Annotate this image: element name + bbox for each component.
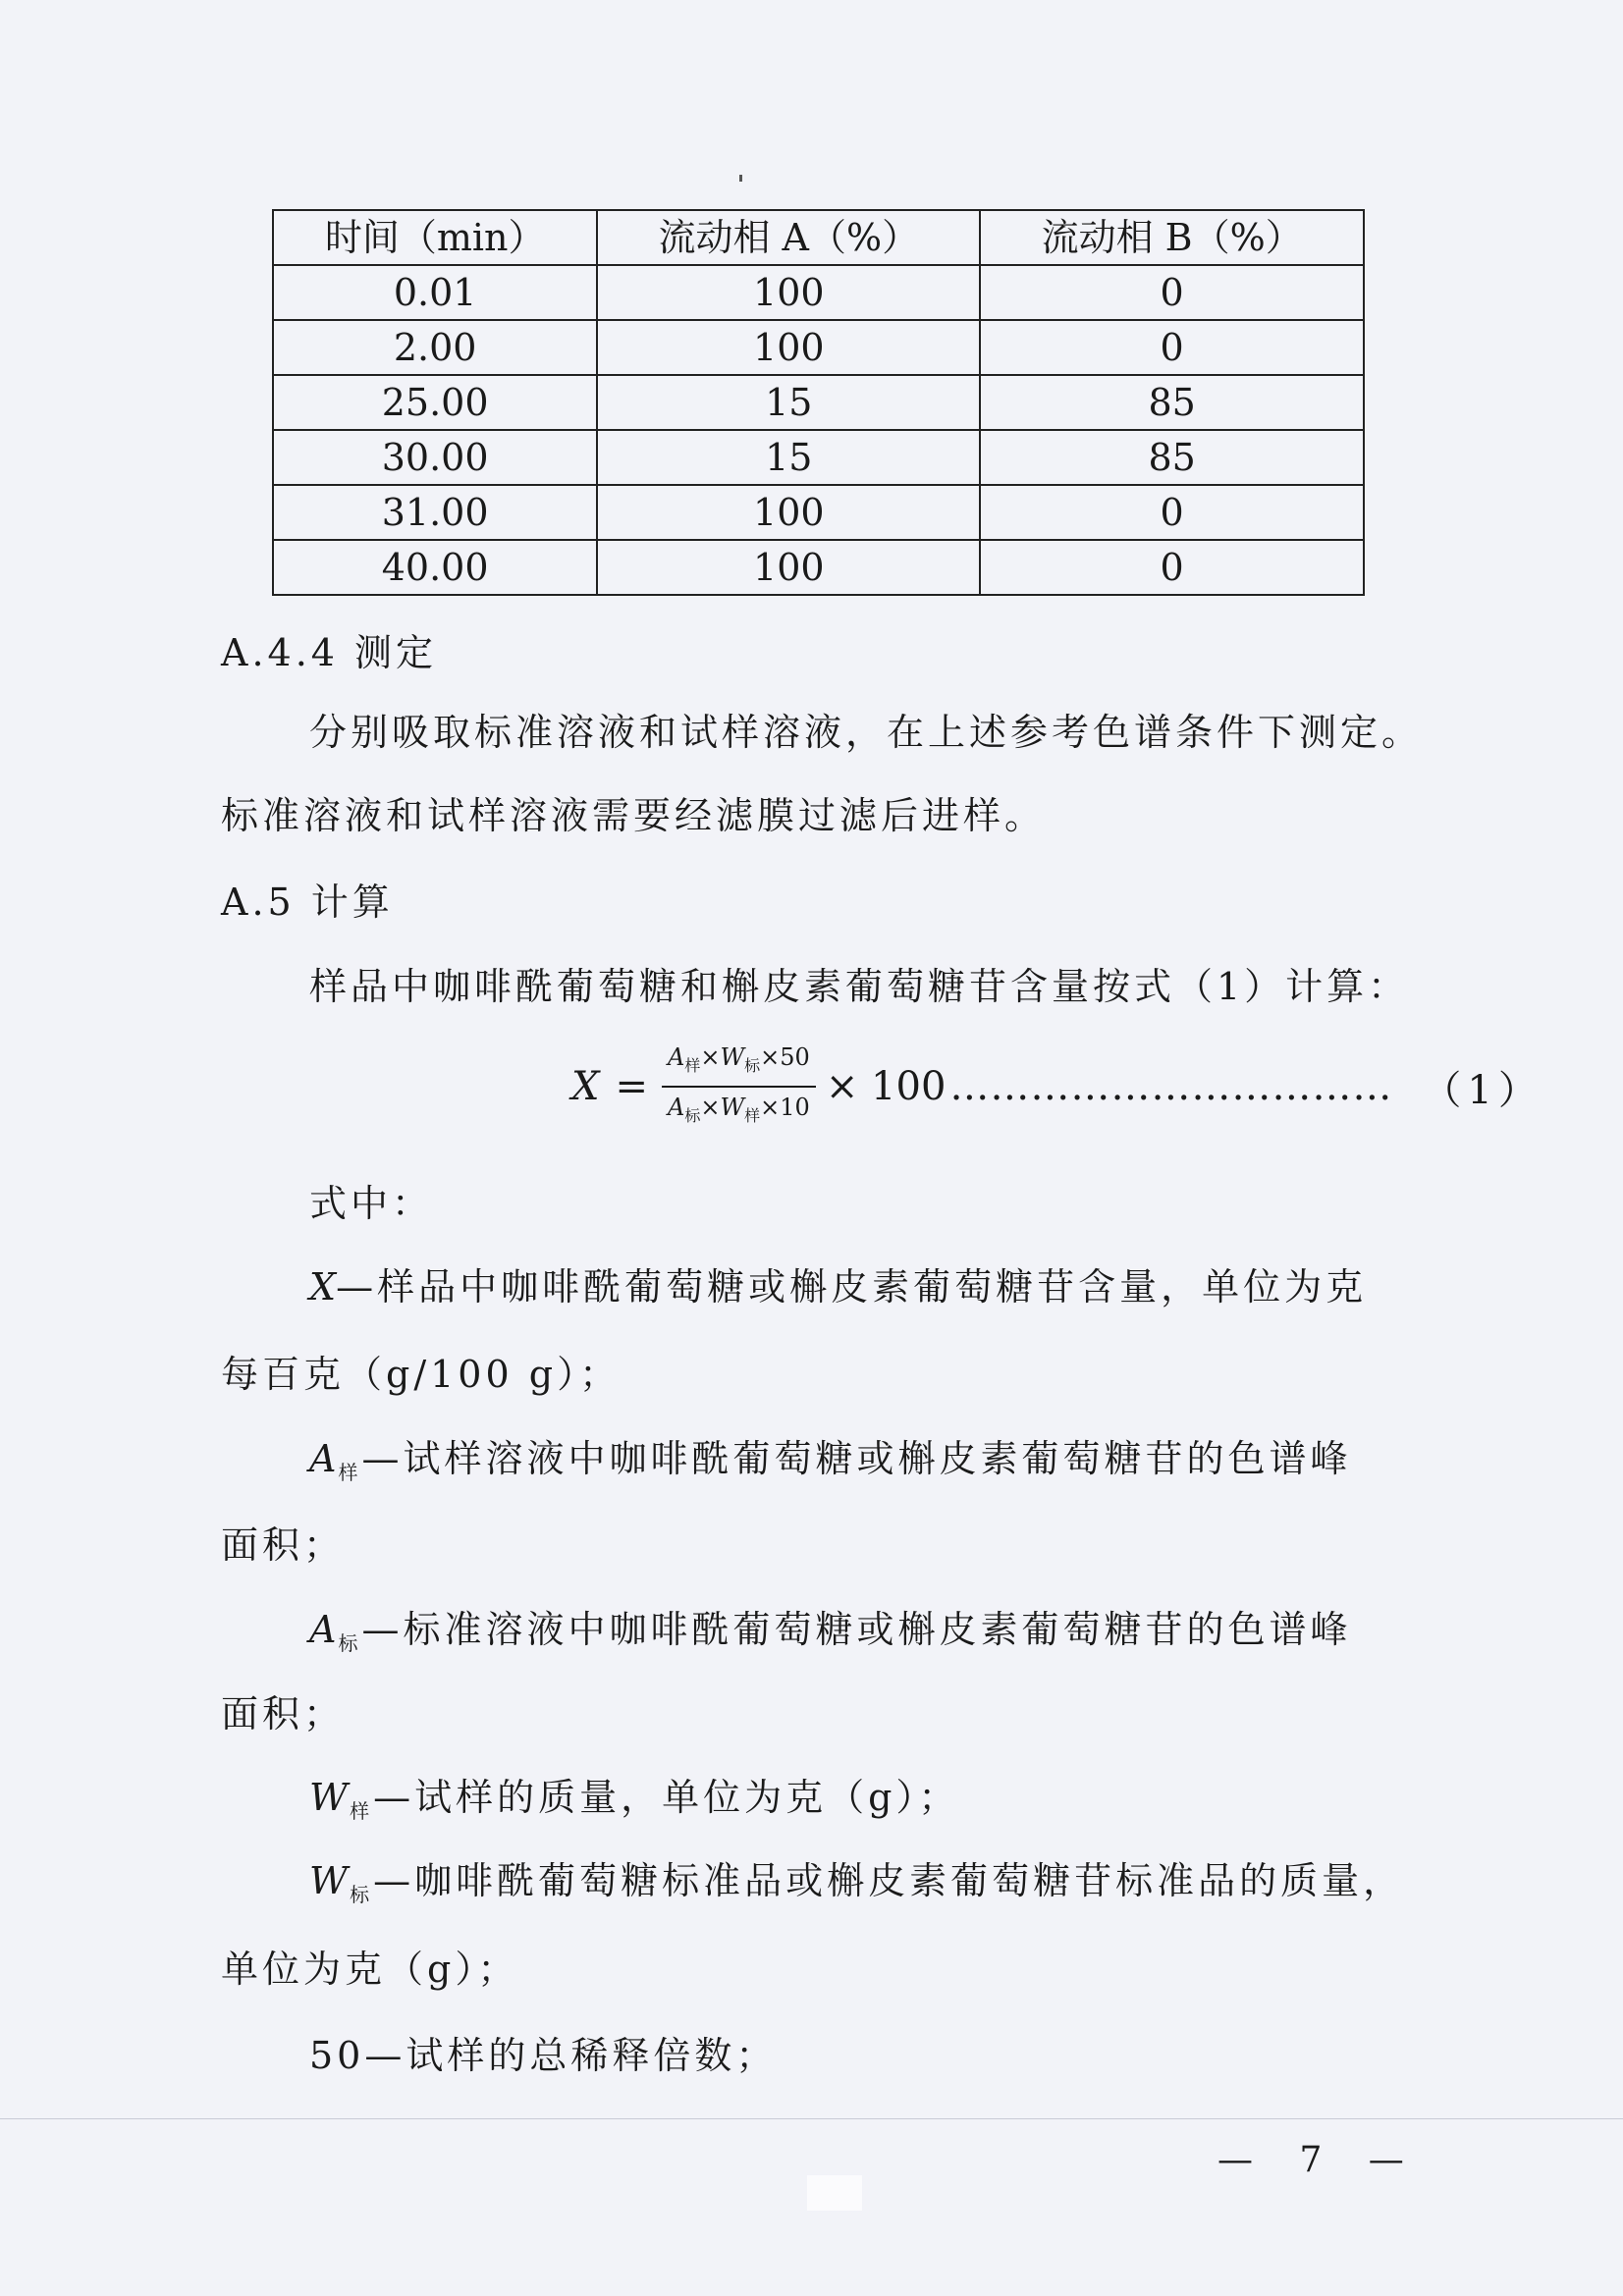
gradient-table (272, 209, 1365, 596)
formula-times-100: × 100 (825, 1064, 947, 1109)
def-text: —标准溶液中咖啡酰葡萄糖或槲皮素葡萄糖苷的色谱峰 (361, 1608, 1352, 1651)
paragraph-line: 分别吸取标准溶液和试样溶液，在上述参考色谱条件下测定。 (309, 711, 1424, 754)
table-cell: 15 (597, 430, 980, 485)
def-text: —咖啡酰葡萄糖标准品或槲皮素葡萄糖苷标准品的质量， (373, 1859, 1405, 1902)
page-number: — 7 — (1217, 2140, 1422, 2180)
table-cell: 25.00 (273, 375, 597, 430)
table-row (273, 265, 1364, 320)
table-cell: 0 (980, 320, 1364, 375)
formula-symbol: W (720, 1043, 745, 1071)
def-symbol: W (309, 1776, 349, 1819)
where-label: 式中： (309, 1182, 434, 1225)
table-header-cell: 流动相 A（%） (597, 210, 980, 265)
def-text: —试样的质量，单位为克（g）； (373, 1776, 960, 1819)
formula-symbol: W (720, 1094, 745, 1121)
paragraph-line: 标准溶液和试样溶液需要经滤膜过滤后进样。 (221, 794, 1047, 837)
table-cell: 100 (597, 265, 980, 320)
equation-number: （1） (1422, 1067, 1543, 1113)
formula-term: ×50 (760, 1043, 810, 1071)
table-row (273, 540, 1364, 595)
table-cell: 85 (980, 430, 1364, 485)
footer-divider (0, 2118, 1623, 2119)
formula-operator: × (700, 1043, 721, 1071)
formula-lhs: X (571, 1064, 600, 1109)
table-cell: 30.00 (273, 430, 597, 485)
definition-w-sample (309, 1767, 959, 1824)
definition-a-standard (309, 1599, 1351, 1656)
section-heading-a5: A.5 计算 (221, 881, 394, 924)
paragraph-line: 样品中咖啡酰葡萄糖和槲皮素葡萄糖苷含量按式（1）计算： (309, 965, 1410, 1008)
formula-term: ×10 (760, 1094, 810, 1121)
def-text: —试样溶液中咖啡酰葡萄糖或槲皮素葡萄糖苷的色谱峰 (361, 1437, 1352, 1480)
definition-w-standard (309, 1850, 1404, 1907)
table-cell: 15 (597, 375, 980, 430)
formula-denominator (662, 1088, 816, 1136)
table-cell: 0.01 (273, 265, 597, 320)
definition-continuation: 每百克（g/100 g）； (221, 1353, 622, 1396)
formula-subscript: 样 (744, 1106, 761, 1125)
formula-fraction (662, 1038, 816, 1136)
def-text: —样品中咖啡酰葡萄糖或槲皮素葡萄糖苷含量，单位为克 (336, 1265, 1368, 1308)
table-cell: 40.00 (273, 540, 597, 595)
formula-symbol: A (668, 1094, 685, 1121)
definition-continuation: 面积； (221, 1692, 346, 1735)
def-subscript: 样 (338, 1461, 358, 1484)
section-heading-a44: A.4.4 测定 (221, 631, 438, 674)
scan-artifact (807, 2175, 862, 2211)
table-cell: 0 (980, 265, 1364, 320)
formula-operator: × (700, 1094, 721, 1121)
table-row (273, 430, 1364, 485)
formula-symbol: A (668, 1043, 685, 1071)
table-cell: 31.00 (273, 485, 597, 540)
definition-x (309, 1256, 1367, 1310)
def-symbol: W (309, 1859, 349, 1902)
definition-a-sample (309, 1428, 1351, 1485)
table-cell: 100 (597, 320, 980, 375)
def-symbol: X (309, 1265, 337, 1308)
table-cell: 100 (597, 540, 980, 595)
table-row (273, 375, 1364, 430)
table-cell: 0 (980, 485, 1364, 540)
def-symbol: A (309, 1608, 337, 1651)
definition-continuation: 面积； (221, 1523, 346, 1567)
formula-numerator (662, 1038, 816, 1088)
def-symbol: A (309, 1437, 337, 1480)
formula-subscript: 标 (684, 1106, 701, 1125)
table-row (273, 485, 1364, 540)
definition-continuation: 单位为克（g）； (221, 1948, 519, 1991)
table-cell: 0 (980, 540, 1364, 595)
formula-equals: = (615, 1064, 648, 1109)
scan-mark (739, 175, 742, 182)
table-header-cell: 流动相 B（%） (980, 210, 1364, 265)
table-cell: 85 (980, 375, 1364, 430)
def-subscript: 样 (350, 1799, 370, 1823)
equation-1 (571, 1033, 1543, 1141)
table-header-cell: 时间（min） (273, 210, 597, 265)
formula-subscript: 标 (744, 1056, 761, 1075)
def-subscript: 标 (338, 1631, 358, 1655)
table-cell: 2.00 (273, 320, 597, 375)
formula-leader-dots: …………………………… (949, 1064, 1393, 1109)
table-cell: 100 (597, 485, 980, 540)
definition-dilution: 50—试样的总稀释倍数； (309, 2034, 778, 2077)
def-subscript: 标 (350, 1883, 370, 1906)
formula-subscript: 样 (684, 1056, 701, 1075)
table-header-row (273, 210, 1364, 265)
table-row (273, 320, 1364, 375)
